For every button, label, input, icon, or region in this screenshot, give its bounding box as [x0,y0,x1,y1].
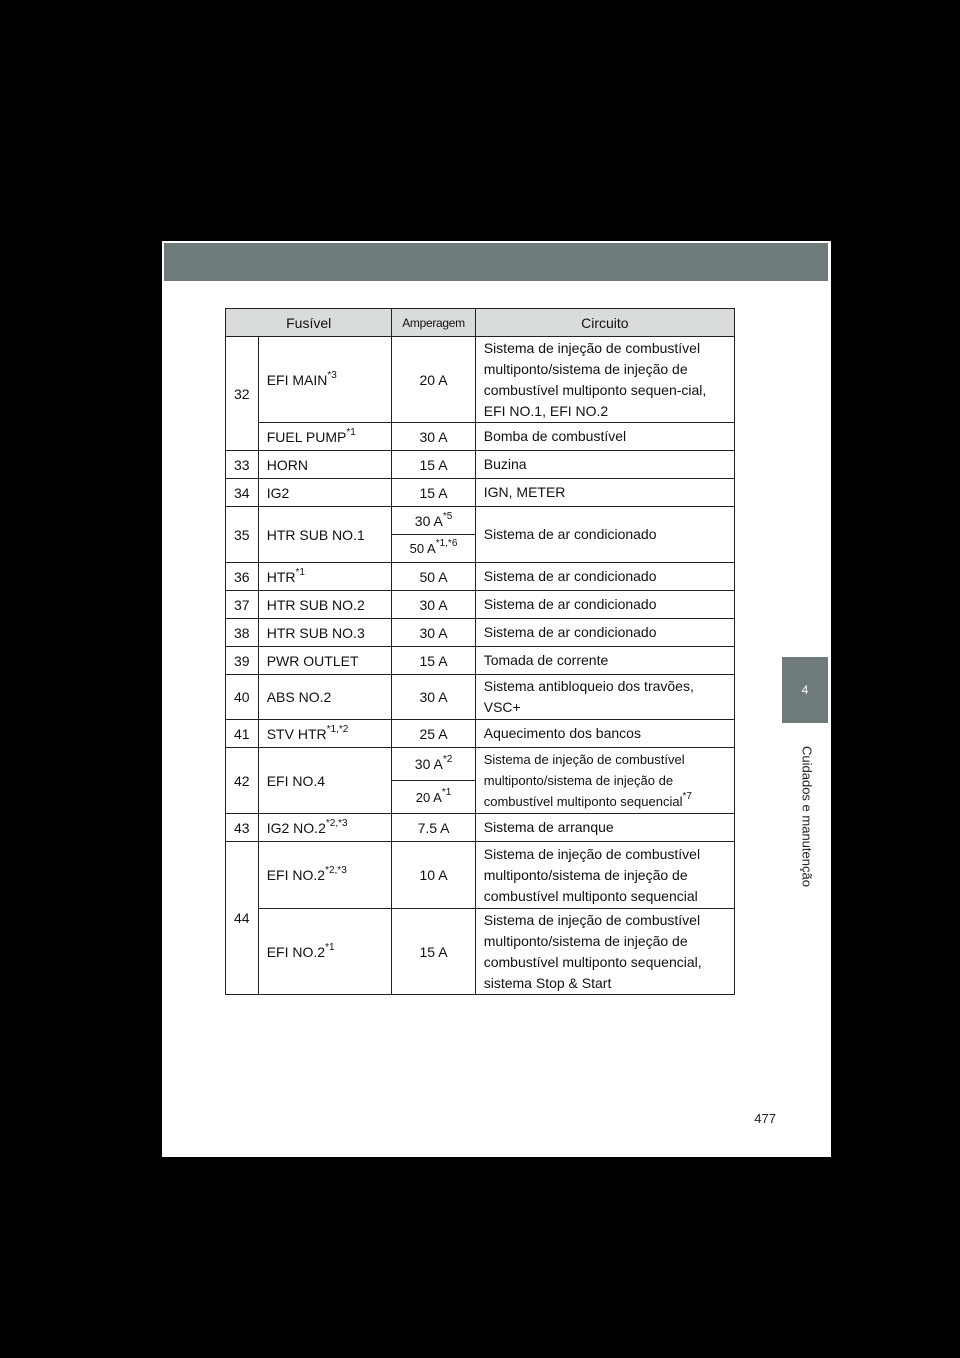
fuse-number: 44 [226,842,259,995]
table-row [226,619,735,647]
fuse-amperage: 10 A [392,842,475,909]
fuse-amperage: 7.5 A [392,814,475,842]
fuse-name: ABS NO.2 [258,675,392,720]
fuse-number: 37 [226,591,259,619]
fuse-number: 33 [226,451,259,479]
fuse-name: IG2 [258,479,392,507]
header-circuit: Circuito [475,309,734,337]
table-row [226,842,735,909]
fuse-amperage: 30 $A^{*5}$ [392,507,475,535]
chapter-number: 4 [801,683,809,697]
fuse-amperage: 15 A [392,909,475,995]
fuse-name: IG2 $NO.2^{*2,*3}$ [258,814,392,842]
fuse-amperage: 50 A [392,563,475,591]
table-row [226,647,735,675]
fuse-number: 38 [226,619,259,647]
fuse-name: FUEL PUMP$^{*1}$ [258,423,392,451]
fuse-number: 36 [226,563,259,591]
footnote-ref: *2 [442,754,453,765]
footnote-ref: *1,*6 [435,538,458,549]
fuse-circuit: IGN, METER [475,479,734,507]
table-row [226,423,735,451]
table-row [226,507,735,535]
table-row [226,451,735,479]
fuse-amperage: 25 A [392,720,475,748]
table-header-row [226,309,735,337]
fuse-circuit: Sistema de injeção de combustível multiponto/sistema de injeção de combustível multiponto sequencial, sistema Stop & Start [475,909,734,995]
fuse-name: EFI NO.4 [258,748,392,814]
fuse-amperage: 50 $A^{*1,*6}$ [392,535,475,563]
fuse-amperage: 30 A [392,619,475,647]
fuse-name: EFI MAIN$^{*3}$ [258,337,392,423]
footnote-ref: *1 [441,786,452,798]
fuse-number: 34 [226,479,259,507]
fuse-name: STV $HTR^{*1,*2}$ [258,720,392,748]
fuse-amperage: 30 A [392,423,475,451]
fuse-circuit: Sistema de injeção de combustível multiponto/sistema de injeção de combustível multiponto sequencial$^{*7}$ [475,748,734,814]
footnote-ref: *1,*2 [326,723,349,735]
chapter-title: Cuidados e manutenção [799,745,815,887]
chapter-tab [782,657,828,723]
fuse-circuit: Sistema de ar condicionado [475,619,734,647]
fuse-name: HORN [258,451,392,479]
fuse-name: HTR SUB NO.3 [258,619,392,647]
footnote-ref: *2,*3 [325,817,348,829]
table-row [226,748,735,781]
page-number: 477 [754,1111,776,1126]
fuse-table [225,308,735,995]
footnote-ref: *2,*3 [325,865,347,876]
fuse-circuit: Sistema antibloqueio dos travões, VSC+ [475,675,734,720]
footnote-ref: *7 [682,791,692,802]
header-amperage: Amperagem [392,309,475,337]
fuse-amperage: 20 $A^{*1}$ [392,781,475,814]
fuse-circuit: Sistema de ar condicionado [475,507,734,563]
fuse-number: 32 [226,337,259,451]
fuse-circuit: Sistema de injeção de combustível multiponto/sistema de injeção de combustível multiponto sequen-cial, EFI NO.1, EFI NO.2 [475,337,734,423]
fuse-name: EFI $NO.2^{*2,*3}$ [258,842,392,909]
footnote-ref: *1 [346,426,356,438]
table-row [226,591,735,619]
footnote-ref: *1 [325,941,335,953]
fuse-circuit: Sistema de injeção de combustível multiponto/sistema de injeção de combustível multiponto sequencial [475,842,734,909]
fuse-amperage: 30 A [392,675,475,720]
fuse-amperage: 15 A [392,647,475,675]
table-row [226,479,735,507]
fuse-circuit: Buzina [475,451,734,479]
table-row [226,909,735,995]
footnote-ref: *1 [295,566,305,578]
fuse-name: PWR OUTLET [258,647,392,675]
fuse-circuit: Tomada de corrente [475,647,734,675]
fuse-amperage: 15 A [392,451,475,479]
fuse-name: HTR SUB NO.1 [258,507,392,563]
fuse-number: 40 [226,675,259,720]
fuse-number: 43 [226,814,259,842]
fuse-number: 41 [226,720,259,748]
fuse-circuit: Sistema de ar condicionado [475,591,734,619]
table-row [226,720,735,748]
fuse-circuit: Aquecimento dos bancos [475,720,734,748]
fuse-circuit: Sistema de arranque [475,814,734,842]
table-row [226,814,735,842]
table-row [226,337,735,423]
fuse-amperage: 20 A [392,337,475,423]
fuse-circuit: Bomba de combustível [475,423,734,451]
footnote-ref: *3 [327,369,337,381]
fuse-amperage: 15 A [392,479,475,507]
fuse-number: 42 [226,748,259,814]
footnote-ref: *5 [442,510,453,522]
table-row [226,675,735,720]
fuse-name: HTR$^{*1}$ [258,563,392,591]
table-row [226,563,735,591]
header-bar [164,243,828,281]
fuse-circuit: Sistema de ar condicionado [475,563,734,591]
fuse-amperage: 30 A [392,591,475,619]
fuse-number: 39 [226,647,259,675]
fuse-name: EFI NO.2$^{*1}$ [258,909,392,995]
header-fuse: Fusível [226,309,392,337]
fuse-name: HTR SUB NO.2 [258,591,392,619]
fuse-number: 35 [226,507,259,563]
fuse-amperage: 30 $A^{*2}$ [392,748,475,781]
